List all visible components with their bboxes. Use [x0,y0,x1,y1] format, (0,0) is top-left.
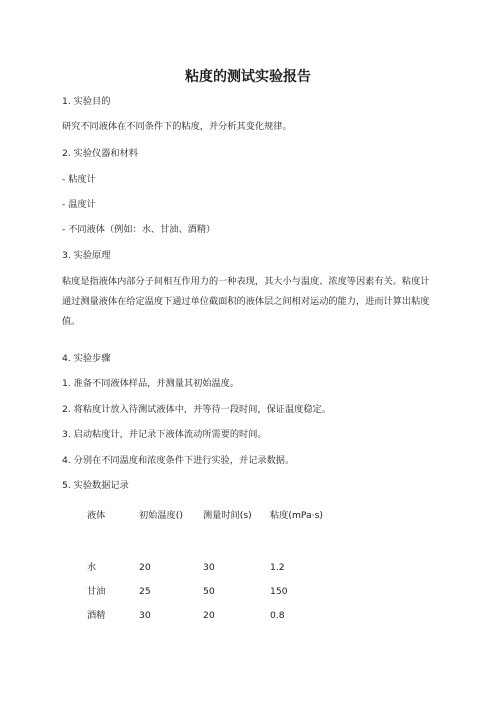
section-body-principle: 粘度是指液体内部分子间相互作用力的一种表现，其大小与温度、浓度等因素有关。粘度计通过测量液体在给定温度下通过单位截面积的液体层之间相对运动的能力，进而计算出粘度值。 [62,276,430,327]
table-cell: 30 [139,610,151,621]
table-row [87,610,340,634]
section-heading-steps: 4. 实验步骤 [62,353,111,364]
table-cell: 20 [203,610,215,621]
table-header-cell: 粘度(mPa·s) [270,510,323,521]
step-item: 4. 分别在不同温度和浓度条件下进行实验，并记录数据。 [62,455,295,466]
document-title: 粘度的测试实验报告 [185,69,311,85]
table-header-cell: 测量时间(s) [203,510,252,521]
table-header-cell: 液体 [87,510,106,521]
section-heading-purpose: 1. 实验目的 [62,96,111,107]
instrument-item: - 粘度计 [62,174,96,185]
section-heading-instruments: 2. 实验仪器和材料 [62,148,138,159]
table-row [87,562,340,586]
table-cell: 甘油 [87,586,106,597]
table-cell: 0.8 [270,610,285,621]
table-cell: 20 [139,562,151,573]
section-body-purpose: 研究不同液体在不同条件下的粘度，并分析其变化规律。 [62,121,292,132]
table-cell: 酒精 [87,610,106,621]
table-row [87,586,340,610]
section-heading-data: 5. 实验数据记录 [62,480,129,491]
step-item: 2. 将粘度计放入待测试液体中，并等待一段时间，保证温度稳定。 [62,404,331,415]
table-cell: 150 [270,586,288,597]
instrument-item: - 不同液体（例如：水、甘油、酒精） [62,224,216,235]
step-item: 3. 启动粘度计，并记录下液体流动所需要的时间。 [62,429,267,440]
table-header-row [87,510,340,522]
table-header-cell: 初始温度() [139,510,183,521]
section-heading-principle: 3. 实验原理 [62,250,111,261]
table-cell: 25 [139,586,151,597]
table-cell: 50 [203,586,215,597]
instrument-item: - 温度计 [62,199,96,210]
table-cell: 30 [203,562,215,573]
table-cell: 1.2 [270,562,285,573]
data-table [87,510,340,634]
table-spacer-row [87,522,340,562]
step-item: 1. 准备不同液体样品，并测量其初始温度。 [62,378,240,389]
table-cell: 水 [87,562,97,573]
